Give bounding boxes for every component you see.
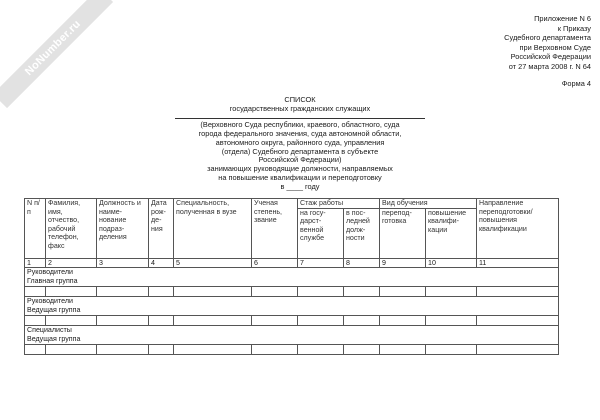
group-category: Руководители [27, 297, 73, 306]
header-name: Фамилия, имя, отчество, рабочий телефон, факс [46, 199, 97, 259]
personnel-table [24, 198, 559, 355]
cell[interactable] [97, 345, 149, 355]
description-line: Российской Федерации) [258, 155, 342, 165]
cell[interactable] [380, 316, 426, 326]
header-experience: Стаж работы [298, 199, 380, 209]
group-level: Ведущая группа [27, 305, 81, 314]
column-number: 11 [477, 258, 559, 268]
cell[interactable] [46, 287, 97, 297]
cell[interactable] [298, 345, 344, 355]
appendix-line: Приложение N 6 [534, 14, 591, 23]
header-number: N п/п [25, 199, 46, 259]
column-numbers-row [25, 258, 559, 268]
header-birth-date: Дата рож-де-ния [149, 199, 174, 259]
column-number: 6 [252, 258, 298, 268]
cell[interactable] [344, 316, 380, 326]
table-row [25, 345, 559, 355]
group-row [25, 326, 559, 345]
cell[interactable] [380, 287, 426, 297]
header-specialty: Специальность, полученная в вузе [174, 199, 252, 259]
cell[interactable] [426, 287, 477, 297]
table-row [25, 316, 559, 326]
cell[interactable] [252, 316, 298, 326]
cell[interactable] [252, 345, 298, 355]
column-number: 2 [46, 258, 97, 268]
cell[interactable] [25, 345, 46, 355]
cell[interactable] [46, 316, 97, 326]
group-category: Специалисты [27, 326, 72, 335]
description-line: автономного округа, районного суда, управления [215, 137, 385, 147]
appendix-line: при Верховном Суде [519, 42, 591, 52]
description-line: занимающих руководящие должности, направляемых [207, 164, 393, 174]
group-label [25, 268, 559, 287]
cell[interactable] [25, 287, 46, 297]
cell[interactable] [426, 345, 477, 355]
column-number: 9 [380, 258, 426, 268]
group-row [25, 268, 559, 287]
title-block [175, 96, 425, 192]
fill-in-line [175, 117, 425, 119]
document-title: СПИСОК [284, 95, 316, 104]
cell[interactable] [174, 345, 252, 355]
header-position: Должность и наиме-нование подраз-деления [97, 199, 149, 259]
header-direction: Направление переподготовки/ повышения квалификации [477, 199, 559, 259]
header-degree: Ученая степень, звание [252, 199, 298, 259]
cell[interactable] [174, 316, 252, 326]
appendix-line: Судебного департамента [504, 33, 591, 43]
description-line: (Верховного Суда республики, краевого, областного, суда [200, 119, 400, 129]
description-line: в ____ году [280, 182, 320, 192]
description-line: на повышение квалификации и переподготовку [218, 173, 382, 183]
group-row [25, 297, 559, 316]
cell[interactable] [149, 316, 174, 326]
column-number: 5 [174, 258, 252, 268]
appendix-line: к Приказу [557, 23, 591, 33]
description-line: (отдела) Судебного департамента в субъекте [221, 146, 379, 156]
appendix-block [504, 14, 591, 72]
cell[interactable] [344, 345, 380, 355]
cell[interactable] [97, 316, 149, 326]
column-number: 4 [149, 258, 174, 268]
cell[interactable] [344, 287, 380, 297]
header-civil-service: на госу-дарст-венной службе [298, 208, 344, 258]
cell[interactable] [149, 345, 174, 355]
cell[interactable] [46, 345, 97, 355]
header-last-position: в пос-ледней долж-ности [344, 208, 380, 258]
column-number: 8 [344, 258, 380, 268]
description-line: города федерального значения, суда автономной области, [198, 128, 402, 138]
group-label [25, 326, 559, 345]
table-row [25, 287, 559, 297]
cell[interactable] [149, 287, 174, 297]
cell[interactable] [298, 316, 344, 326]
cell[interactable] [426, 316, 477, 326]
cell[interactable] [298, 287, 344, 297]
cell[interactable] [477, 287, 559, 297]
column-number: 1 [25, 258, 46, 268]
cell[interactable] [380, 345, 426, 355]
column-number: 10 [426, 258, 477, 268]
group-label [25, 297, 559, 316]
column-number: 7 [298, 258, 344, 268]
header-qualification: повышение квалифи-кации [426, 208, 477, 258]
watermark: NoNumber.ru [0, 0, 113, 108]
appendix-line: Российской Федерации [510, 52, 591, 62]
document-subtitle: государственных гражданских служащих [229, 103, 371, 113]
cell[interactable] [174, 287, 252, 297]
group-category: Руководители [27, 268, 73, 277]
header-row [25, 199, 559, 209]
form-label: Форма 4 [561, 79, 591, 88]
header-retraining: перепод-готовка [380, 208, 426, 258]
header-training-type: Вид обучения [380, 199, 477, 209]
appendix-line: от 27 марта 2008 г. N 64 [508, 61, 591, 71]
cell[interactable] [477, 316, 559, 326]
cell[interactable] [97, 287, 149, 297]
group-level: Ведущая группа [27, 334, 81, 343]
column-number: 3 [97, 258, 149, 268]
cell[interactable] [252, 287, 298, 297]
group-level: Главная группа [27, 276, 78, 285]
cell[interactable] [25, 316, 46, 326]
cell[interactable] [477, 345, 559, 355]
